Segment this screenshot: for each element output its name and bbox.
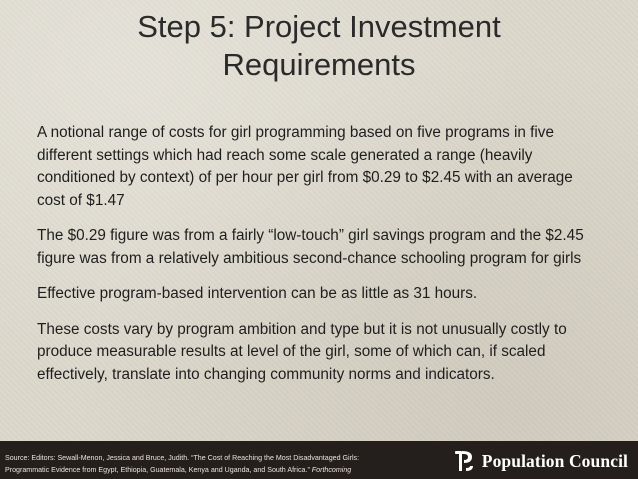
paragraph-figure-sources: The $0.29 figure was from a fairly “low-touch” girl savings program and the $2.45 figure was from a relatively ambitious second-chance schooling program for girls xyxy=(37,227,584,267)
paragraph-cost-range: A notional range of costs for girl programming based on five programs in five different settings which had reach some scale generated a range (heavily conditioned by context) of per hour per girl from $0.29 to $2.45 with an average cost of $1.47 xyxy=(37,124,573,209)
title-line-1: Step 5: Project Investment xyxy=(137,9,501,44)
paragraph-effective-hours: Effective program-based intervention can be as little as 31 hours. xyxy=(37,285,478,302)
population-council-logo xyxy=(452,450,628,472)
paragraph-costs-vary: These costs vary by program ambition and type but it is not unusually costly to produce measurable results at level of the girl, some of which can, if scaled effectively, translate into changing community norms and indicators. xyxy=(37,320,567,383)
population-council-mark-icon xyxy=(452,450,476,472)
slide-title xyxy=(40,8,598,84)
source-forthcoming: Forthcoming xyxy=(311,466,352,474)
footer-bar xyxy=(0,441,638,479)
logo-text: Population Council xyxy=(481,450,628,471)
source-citation xyxy=(5,452,455,476)
source-line-1: Source: Editors: Sewall-Menon, Jessica and Bruce, Judith. “The Cost of Reaching the Most Disadvantaged Girls: xyxy=(5,454,360,462)
title-line-2: Requirements xyxy=(222,47,416,82)
slide-body xyxy=(37,122,597,399)
source-line-2-text: Programmatic Evidence from Egypt, Ethiopia, Guatemala, Kenya and Uganda, and South Africa.” xyxy=(5,466,310,474)
source-line-2 xyxy=(5,464,455,476)
